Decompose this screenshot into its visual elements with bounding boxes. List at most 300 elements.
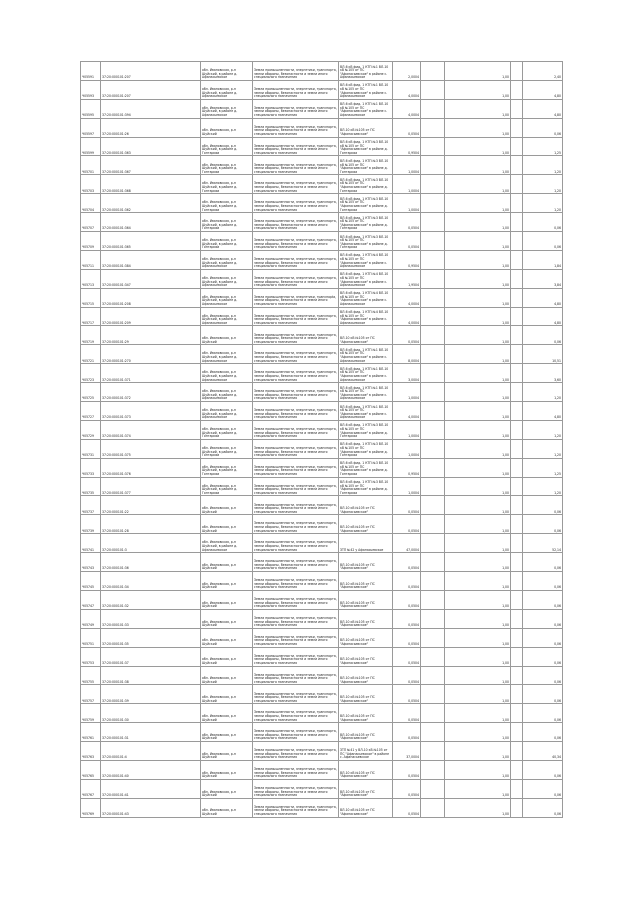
row-id-cell: Ч05703	[81, 175, 101, 194]
land-category-cell: Земли промышленности, энергетики, транспорта, земли обороны, безопасности и земли иного специального назначения	[253, 458, 339, 477]
address-cell: обл. Ивановская, р-н Шуйский, в районе д. Гонтарихи	[201, 137, 253, 156]
empty-cell	[421, 723, 445, 742]
land-category-cell: Земли промышленности, энергетики, транспорта, земли обороны, безопасности и земли иного специального назначения	[253, 779, 339, 798]
object-description-cell: ВЛ-6 кВ фид. 1 КТП №3 ВЛ-10 кВ №105 от ПС "Афанасьевское" в районе д. Гонтариха	[339, 213, 393, 232]
address-cell: обл. Ивановская, р-н Шуйский	[201, 572, 253, 591]
row-id-cell: Ч05755	[81, 666, 101, 685]
row-id-cell: Ч05743	[81, 553, 101, 572]
table-row	[81, 288, 563, 307]
cadastral-number-cell: 37:20:000101:3	[101, 534, 201, 553]
address-cell: обл. Ивановская, р-н Шуйский	[201, 515, 253, 534]
object-description-cell: ВЛ-10 кВ №105 от ПС "Афанасьевское"	[339, 666, 393, 685]
table-row	[81, 458, 563, 477]
cadastral-number-cell: 37:20:000101:40	[101, 760, 201, 779]
empty-cell	[511, 288, 523, 307]
empty-cell	[511, 798, 523, 817]
land-parcels-table	[80, 61, 563, 818]
area-cell: 0,0504	[393, 779, 421, 798]
empty-cell	[421, 269, 445, 288]
empty-cell	[511, 553, 523, 572]
address-cell: обл. Ивановская, р-н Шуйский	[201, 553, 253, 572]
area-cell: 1,0004	[393, 156, 421, 175]
empty-cell	[511, 723, 523, 742]
cadastral-number-cell: 37:20:000101:4	[101, 742, 201, 761]
object-description-cell: ВЛ-10 кВ №105 от ПС "Афанасьевское"	[339, 760, 393, 779]
address-cell: обл. Ивановская, р-н Шуйский, в районе д. Афанасьевское	[201, 402, 253, 421]
row-id-cell: Ч05761	[81, 723, 101, 742]
empty-cell	[511, 515, 523, 534]
empty-cell	[511, 269, 523, 288]
address-cell: обл. Ивановская, р-н Шуйский	[201, 647, 253, 666]
row-id-cell: Ч05749	[81, 609, 101, 628]
table-row	[81, 137, 563, 156]
table-row	[81, 326, 563, 345]
empty-cell	[421, 553, 445, 572]
value-cell: 3,84	[523, 269, 563, 288]
row-id-cell: Ч05747	[81, 590, 101, 609]
coefficient-cell: 1,00	[445, 62, 511, 81]
object-description-cell: ВЛ-10 кВ №105 от ПС "Афанасьевское"	[339, 572, 393, 591]
land-category-cell: Земли промышленности, энергетики, транспорта, земли обороны, безопасности и земли иного специального назначения	[253, 99, 339, 118]
cadastral-number-cell: 37:20:000101:28	[101, 515, 201, 534]
cadastral-number-cell: 37:20:000101:368	[101, 175, 201, 194]
empty-cell	[421, 496, 445, 515]
table-row	[81, 232, 563, 251]
empty-cell	[421, 345, 445, 364]
address-cell: обл. Ивановская, р-н Шуйский	[201, 609, 253, 628]
area-cell: 0,0504	[393, 704, 421, 723]
empty-cell	[421, 704, 445, 723]
coefficient-cell: 1,00	[445, 534, 511, 553]
area-cell: 37,0004	[393, 742, 421, 761]
cadastral-number-cell: 37:20:000101:365	[101, 232, 201, 251]
object-description-cell: ВЛ-6 кВ фид. 1 КТП №3 ВЛ-10 кВ №105 от ПС "Афанасьевское" в районе д. Гонтариха	[339, 137, 393, 156]
value-cell: 10,51	[523, 345, 563, 364]
object-description-cell: ВЛ-6 кВ фид. 1 КТП №3 ВЛ-10 кВ №105 от ПС "Афанасьевское" в районе д. Гонтариха	[339, 156, 393, 175]
row-id-cell: Ч05759	[81, 704, 101, 723]
table-row	[81, 590, 563, 609]
row-id-cell: Ч05709	[81, 232, 101, 251]
area-cell: 0,9504	[393, 458, 421, 477]
coefficient-cell: 1,00	[445, 439, 511, 458]
area-cell: 1,0004	[393, 477, 421, 496]
area-cell: 0,0504	[393, 760, 421, 779]
empty-cell	[511, 477, 523, 496]
area-cell: 4,0004	[393, 288, 421, 307]
cadastral-number-cell: 37:20:000101:22	[101, 496, 201, 515]
land-category-cell: Земли промышленности, энергетики, транспорta, земли обороны, безопасности и земли иного специального назначения	[253, 288, 339, 307]
cadastral-number-cell: 37:20:000101:209	[101, 307, 201, 326]
empty-cell	[421, 137, 445, 156]
land-category-cell: Земли промышленности, энергетики, транспорта, земли обороны, безопасности и земли иного специального назначения	[253, 80, 339, 99]
table-row	[81, 118, 563, 137]
empty-cell	[421, 420, 445, 439]
value-cell: 4,80	[523, 99, 563, 118]
row-id-cell: Ч05741	[81, 534, 101, 553]
value-cell: 0,06	[523, 723, 563, 742]
table-row	[81, 383, 563, 402]
address-cell: обл. Ивановская, р-н Шуйский, в районе д. Гонтарихи	[201, 420, 253, 439]
coefficient-cell: 1,00	[445, 232, 511, 251]
land-category-cell: Земли промышленности, энергетики, транспорта, земли обороны, безопасности и земли иного специального назначения	[253, 383, 339, 402]
land-category-cell: Земли промышленности, энергетики, транспорта, земли обороны, безопасности и земли иного специального назначения	[253, 364, 339, 383]
land-category-cell: Земли промышленности, энергетики, транспорта, земли обороны, безопасности и земли иного специального назначения	[253, 666, 339, 685]
empty-cell	[421, 477, 445, 496]
empty-cell	[421, 62, 445, 81]
land-category-cell: Земли промышленности, энергетики, транспорта, земли обороны, безопасности и земли иного специального назначения	[253, 326, 339, 345]
object-description-cell: ВЛ-6 кВ фид. 1 КТП №3 ВЛ-10 кВ №105 от ПС "Афанасьевское" в районе д. Гонтариха	[339, 420, 393, 439]
address-cell: обл. Ивановская, р-н Шуйский, в районе д. Афанасьевское	[201, 307, 253, 326]
coefficient-cell: 1,00	[445, 250, 511, 269]
value-cell: 0,06	[523, 496, 563, 515]
row-id-cell: Ч05731	[81, 439, 101, 458]
coefficient-cell: 1,00	[445, 742, 511, 761]
row-id-cell: Ч05707	[81, 213, 101, 232]
cadastral-number-cell: 37:20:000101:26	[101, 118, 201, 137]
object-description-cell: ВЛ-6 кВ фид. 1 КТП №4 ВЛ-10 кВ №105 от ПС "Афанасьевское" в районе с. Афанасьевское	[339, 250, 393, 269]
object-description-cell: ВЛ-6 кВ фид. 1 КТП №3 ВЛ-10 кВ №105 от ПС "Афанасьевское" в районе д. Гонтариха	[339, 477, 393, 496]
row-id-cell: Ч05717	[81, 307, 101, 326]
coefficient-cell: 1,00	[445, 194, 511, 213]
empty-cell	[421, 383, 445, 402]
land-category-cell: Земли промышленности, энергетики, транспорта, земли обороны, безопасности и земли иного специального назначения	[253, 439, 339, 458]
empty-cell	[511, 250, 523, 269]
address-cell: обл. Ивановская, р-н Шуйский, в районе д. Афанасьевское	[201, 62, 253, 81]
value-cell: 40,34	[523, 742, 563, 761]
empty-cell	[421, 250, 445, 269]
area-cell: 4,0004	[393, 99, 421, 118]
empty-cell	[511, 326, 523, 345]
coefficient-cell: 1,00	[445, 572, 511, 591]
address-cell: обл. Ивановская, р-н Шуйский	[201, 118, 253, 137]
table-row	[81, 779, 563, 798]
object-description-cell: ВЛ-10 кВ №105 от ПС "Афанасьевское"	[339, 553, 393, 572]
empty-cell	[421, 515, 445, 534]
cadastral-number-cell: 37:20:000101:37	[101, 647, 201, 666]
table-row	[81, 439, 563, 458]
area-cell: 1,9504	[393, 269, 421, 288]
address-cell: обл. Ивановская, р-н Шуйский, в районе д. Гонтарихи	[201, 477, 253, 496]
value-cell: 2,40	[523, 62, 563, 81]
empty-cell	[511, 118, 523, 137]
empty-cell	[421, 288, 445, 307]
row-id-cell: Ч05739	[81, 515, 101, 534]
object-description-cell: ВЛ-10 кВ №105 от ПС "Афанасьевское"	[339, 779, 393, 798]
coefficient-cell: 1,00	[445, 364, 511, 383]
land-category-cell: Земли промышленности, энергетики, транспорта, земли обороны, безопасности и земли иного специального назначения	[253, 307, 339, 326]
empty-cell	[421, 647, 445, 666]
cadastral-number-cell: 37:20:000101:270	[101, 345, 201, 364]
empty-cell	[421, 175, 445, 194]
land-category-cell: Земли промышленности, энергетики, транспорта, земли обороны, безопасности и земли иного специального назначения	[253, 175, 339, 194]
area-cell: 8,0004	[393, 345, 421, 364]
empty-cell	[511, 742, 523, 761]
row-id-cell: Ч05765	[81, 760, 101, 779]
land-category-cell: Земли промышленности, энергетики, транспорта, земли обороны, безопасности и земли иного специального назначения	[253, 477, 339, 496]
table-row	[81, 742, 563, 761]
table-row	[81, 364, 563, 383]
table-row	[81, 628, 563, 647]
address-cell: обл. Ивановская, р-н Шуйский	[201, 742, 253, 761]
area-cell: 0,0504	[393, 609, 421, 628]
object-description-cell: ВЛ-6 кВ фид. 1 КТП №1 ВЛ-10 кВ №105 от ПС "Афанасьевское" в районе с. Афанасьевское	[339, 383, 393, 402]
coefficient-cell: 1,00	[445, 609, 511, 628]
table-row	[81, 345, 563, 364]
coefficient-cell: 1,00	[445, 704, 511, 723]
row-id-cell: Ч05725	[81, 383, 101, 402]
table-row	[81, 80, 563, 99]
coefficient-cell: 1,00	[445, 420, 511, 439]
coefficient-cell: 1,00	[445, 99, 511, 118]
row-id-cell: Ч05599	[81, 137, 101, 156]
value-cell: 0,06	[523, 213, 563, 232]
empty-cell	[421, 458, 445, 477]
table-row	[81, 723, 563, 742]
land-category-cell: Земли промышленности, энергетики, транспорта, земли обороны, безопасности и земли иного специального назначения	[253, 345, 339, 364]
coefficient-cell: 1,00	[445, 723, 511, 742]
coefficient-cell: 1,00	[445, 798, 511, 817]
value-cell: 0,06	[523, 647, 563, 666]
coefficient-cell: 1,00	[445, 345, 511, 364]
object-description-cell: ВЛ-10 кВ №105 от ПС "Афанасьевское"	[339, 628, 393, 647]
area-cell: 1,0004	[393, 420, 421, 439]
table-row	[81, 62, 563, 81]
land-category-cell: Земли промышленности, энергетики, транспорта, земли обороны, безопасности и земли иного специального назначения	[253, 572, 339, 591]
cadastral-number-cell: 37:20:000101:394	[101, 99, 201, 118]
object-description-cell: ЗТП №42 у Афанасьевское	[339, 534, 393, 553]
cadastral-number-cell: 37:20:000101:384	[101, 250, 201, 269]
table-row	[81, 194, 563, 213]
coefficient-cell: 1,00	[445, 288, 511, 307]
coefficient-cell: 1,00	[445, 175, 511, 194]
coefficient-cell: 1,00	[445, 213, 511, 232]
table-row	[81, 685, 563, 704]
empty-cell	[511, 194, 523, 213]
row-id-cell: Ч05763	[81, 742, 101, 761]
object-description-cell: ВЛ-10 кВ №105 от ПС "Афанасьевское"	[339, 685, 393, 704]
address-cell: обл. Ивановская, р-н Шуйский, в районе д. Афанасьевское	[201, 364, 253, 383]
table-row	[81, 760, 563, 779]
value-cell: 4,80	[523, 80, 563, 99]
empty-cell	[511, 213, 523, 232]
area-cell: 0,0504	[393, 666, 421, 685]
address-cell: обл. Ивановская, р-н Шуйский	[201, 628, 253, 647]
area-cell: 0,0504	[393, 798, 421, 817]
empty-cell	[511, 534, 523, 553]
area-cell: 0,0504	[393, 496, 421, 515]
empty-cell	[421, 628, 445, 647]
cadastral-number-cell: 37:20:000101:41	[101, 779, 201, 798]
value-cell: 3,60	[523, 364, 563, 383]
empty-cell	[511, 307, 523, 326]
object-description-cell: ВЛ-6 кВ фид. 1 КТП №3 ВЛ-10 кВ №105 от ПС "Афанасьевское" в районе д. Гонтариха	[339, 194, 393, 213]
coefficient-cell: 1,00	[445, 326, 511, 345]
empty-cell	[511, 156, 523, 175]
table-row	[81, 798, 563, 817]
land-category-cell: Земли промышленности, энергетики, транспорта, земли обороны, безопасности и земли иного специального назначения	[253, 118, 339, 137]
empty-cell	[421, 194, 445, 213]
area-cell: 0,0504	[393, 628, 421, 647]
cadastral-number-cell: 37:20:000101:371	[101, 364, 201, 383]
empty-cell	[511, 420, 523, 439]
cadastral-number-cell: 37:20:000101:207	[101, 62, 201, 81]
empty-cell	[421, 666, 445, 685]
coefficient-cell: 1,00	[445, 515, 511, 534]
land-category-cell: Земли промышленности, энергетики, транспорта, земли обороны, безопасности и земли иного специального назначения	[253, 250, 339, 269]
object-description-cell: ВЛ-6 кВ фид. 1 КТП №1 ВЛ-10 кВ №105 от ПС "Афанасьевское" в районе с. Афанасьевское	[339, 345, 393, 364]
object-description-cell: ВЛ-6 кВ фид. 1 КТП №3 ВЛ-10 кВ №105 от ПС "Афанасьевское" в районе д. Гонтариха	[339, 439, 393, 458]
value-cell: 0,06	[523, 553, 563, 572]
area-cell: 4,0004	[393, 307, 421, 326]
land-category-cell: Земли промышленности, энергетики, транспорта, земли обороны, безопасности и земли иного специального назначения	[253, 62, 339, 81]
cadastral-number-cell: 37:20:000101:347	[101, 269, 201, 288]
cadastral-number-cell: 37:20:000101:367	[101, 156, 201, 175]
value-cell: 1,25	[523, 137, 563, 156]
cadastral-number-cell: 37:20:000101:36	[101, 553, 201, 572]
value-cell: 0,06	[523, 572, 563, 591]
land-category-cell: Земли промышленности, энергетики, транспорта, земли обороны, безопасности и земли иного специального назначения	[253, 760, 339, 779]
empty-cell	[421, 534, 445, 553]
area-cell: 0,0504	[393, 515, 421, 534]
cadastral-number-cell: 37:20:000101:38	[101, 666, 201, 685]
coefficient-cell: 1,00	[445, 118, 511, 137]
empty-cell	[511, 666, 523, 685]
address-cell: обл. Ивановская, р-н Шуйский	[201, 779, 253, 798]
document-page	[80, 61, 562, 818]
object-description-cell: ВЛ-10 кВ №105 от ПС "Афанасьевское"	[339, 590, 393, 609]
value-cell: 0,06	[523, 685, 563, 704]
table-row	[81, 534, 563, 553]
empty-cell	[421, 798, 445, 817]
area-cell: 1,0004	[393, 175, 421, 194]
address-cell: обл. Ивановская, р-н Шуйский, в районе д. Афанасьевское	[201, 80, 253, 99]
address-cell: обл. Ивановская, р-н Шуйский	[201, 798, 253, 817]
coefficient-cell: 1,00	[445, 666, 511, 685]
row-id-cell: Ч05727	[81, 402, 101, 421]
address-cell: обл. Ивановская, р-н Шуйский, в районе д. Гонтарихи	[201, 175, 253, 194]
empty-cell	[421, 609, 445, 628]
value-cell: 1,20	[523, 194, 563, 213]
area-cell: 0,0504	[393, 685, 421, 704]
empty-cell	[421, 364, 445, 383]
empty-cell	[421, 402, 445, 421]
coefficient-cell: 1,00	[445, 307, 511, 326]
coefficient-cell: 1,00	[445, 779, 511, 798]
row-id-cell: Ч05713	[81, 269, 101, 288]
cadastral-number-cell: 37:20:000101:376	[101, 458, 201, 477]
address-cell: обл. Ивановская, р-н Шуйский, в районе д. Гонтарихи	[201, 439, 253, 458]
empty-cell	[511, 383, 523, 402]
land-category-cell: Земли промышленности, энергетики, транспорта, земли обороны, безопасности и земли иного специального назначения	[253, 742, 339, 761]
area-cell: 0,0504	[393, 213, 421, 232]
land-category-cell: Земли промышленности, энергетики, транспорта, земли обороны, безопасности и земли иного специального назначения	[253, 402, 339, 421]
empty-cell	[511, 80, 523, 99]
row-id-cell: Ч05737	[81, 496, 101, 515]
object-description-cell: ВЛ-10 кВ №105 от ПС "Афанасьевское"	[339, 118, 393, 137]
object-description-cell: ВЛ-6 кВ фид. 1 КТП №4 ВЛ-10 кВ №105 от ПС "Афанасьевское" в районе с. Афанасьевское	[339, 307, 393, 326]
row-id-cell: Ч05767	[81, 779, 101, 798]
row-id-cell: Ч05593	[81, 80, 101, 99]
table-row	[81, 496, 563, 515]
row-id-cell: Ч05729	[81, 420, 101, 439]
land-category-cell: Земли промышленности, энергетики, транспорта, земли обороны, безопасности и земли иного специального назначения	[253, 590, 339, 609]
address-cell: обл. Ивановская, р-н Шуйский	[201, 326, 253, 345]
area-cell: 0,0504	[393, 572, 421, 591]
land-category-cell: Земли промышленности, энергетики, транспорта, земли обороны, безопасности и земли иного специального назначения	[253, 496, 339, 515]
value-cell: 0,06	[523, 232, 563, 251]
address-cell: обл. Ивановская, р-н Шуйский, в районе д. Афанасьевское	[201, 250, 253, 269]
object-description-cell: ВЛ-6 кВ фид. 1 КТП №4 ВЛ-10 кВ №105 от ПС "Афанасьевское" в районе с. Афанасьевское	[339, 269, 393, 288]
value-cell: 0,06	[523, 704, 563, 723]
empty-cell	[511, 62, 523, 81]
area-cell: 4,0004	[393, 80, 421, 99]
empty-cell	[511, 628, 523, 647]
cadastral-number-cell: 37:20:000101:43	[101, 798, 201, 817]
empty-cell	[511, 175, 523, 194]
empty-cell	[511, 458, 523, 477]
empty-cell	[511, 496, 523, 515]
address-cell: обл. Ивановская, р-н Шуйский, в районе д. Гонтарихи	[201, 194, 253, 213]
table-row	[81, 175, 563, 194]
area-cell: 0,0504	[393, 118, 421, 137]
cadastral-number-cell: 37:20:000101:208	[101, 288, 201, 307]
table-row	[81, 515, 563, 534]
address-cell: обл. Ивановская, р-н Шуйский	[201, 496, 253, 515]
land-category-cell: Земли промышленности, энергетики, транспорта, земли обороны, безопасности и земли иного специального назначения	[253, 420, 339, 439]
empty-cell	[421, 760, 445, 779]
value-cell: 4,80	[523, 307, 563, 326]
address-cell: обл. Ивановская, р-н Шуйский, в районе д. Афанасьевское	[201, 534, 253, 553]
empty-cell	[421, 80, 445, 99]
land-category-cell: Земли промышленности, энергетики, транспорта, земли обороны, безопасности и земли иного специального назначения	[253, 609, 339, 628]
land-category-cell: Земли промышленности, энергетики, транспорта, земли обороны, безопасности и земли иного специального назначения	[253, 213, 339, 232]
row-id-cell: Ч05757	[81, 685, 101, 704]
object-description-cell: ВЛ-6 кВ фид. 1 КТП №1 ВЛ-10 кВ №105 от ПС "Афанасьевское" в районе с. Афанасьевское	[339, 99, 393, 118]
coefficient-cell: 1,00	[445, 402, 511, 421]
address-cell: обл. Ивановская, р-н Шуйский, в районе д. Гонтарихи	[201, 156, 253, 175]
coefficient-cell: 1,00	[445, 685, 511, 704]
area-cell: 0,0504	[393, 232, 421, 251]
table-row	[81, 666, 563, 685]
address-cell: обл. Ивановская, р-н Шуйский	[201, 666, 253, 685]
value-cell: 0,06	[523, 760, 563, 779]
cadastral-number-cell: 37:20:000101:39	[101, 685, 201, 704]
land-category-cell: Земли промышленности, энергетики, транспорта, земли обороны, безопасности и земли иного специального назначения	[253, 704, 339, 723]
empty-cell	[511, 590, 523, 609]
table-row	[81, 307, 563, 326]
row-id-cell: Ч05711	[81, 250, 101, 269]
object-description-cell: ВЛ-6 кВ фид. 1 КТП №3 ВЛ-10 кВ №105 от ПС "Афанасьевское" в районе д. Гонтариха	[339, 175, 393, 194]
value-cell: 0,06	[523, 666, 563, 685]
address-cell: обл. Ивановская, р-н Шуйский, в районе д. Гонтарихи	[201, 232, 253, 251]
table-row	[81, 477, 563, 496]
object-description-cell: ВЛ-6 кВ фид. 1 КТП №1 ВЛ-10 кВ №105 от ПС "Афанасьевское" в районе с. Афанасьевское	[339, 62, 393, 81]
empty-cell	[421, 213, 445, 232]
value-cell: 0,06	[523, 590, 563, 609]
table-row	[81, 269, 563, 288]
coefficient-cell: 1,00	[445, 628, 511, 647]
empty-cell	[511, 232, 523, 251]
object-description-cell: ВЛ-10 кВ №105 от ПС "Афанасьевское"	[339, 704, 393, 723]
area-cell: 2,0004	[393, 62, 421, 81]
cadastral-number-cell: 37:20:000101:35	[101, 628, 201, 647]
land-category-cell: Земли промышленности, энергетики, транспорта, земли обороны, безопасности и земли иного специального назначения	[253, 515, 339, 534]
land-category-cell: Земли промышленности, энергетики, транспорта, земли обороны, безопасности и земли иного специального назначения	[253, 647, 339, 666]
empty-cell	[421, 742, 445, 761]
area-cell: 0,0504	[393, 647, 421, 666]
value-cell: 1,20	[523, 175, 563, 194]
value-cell: 0,06	[523, 779, 563, 798]
